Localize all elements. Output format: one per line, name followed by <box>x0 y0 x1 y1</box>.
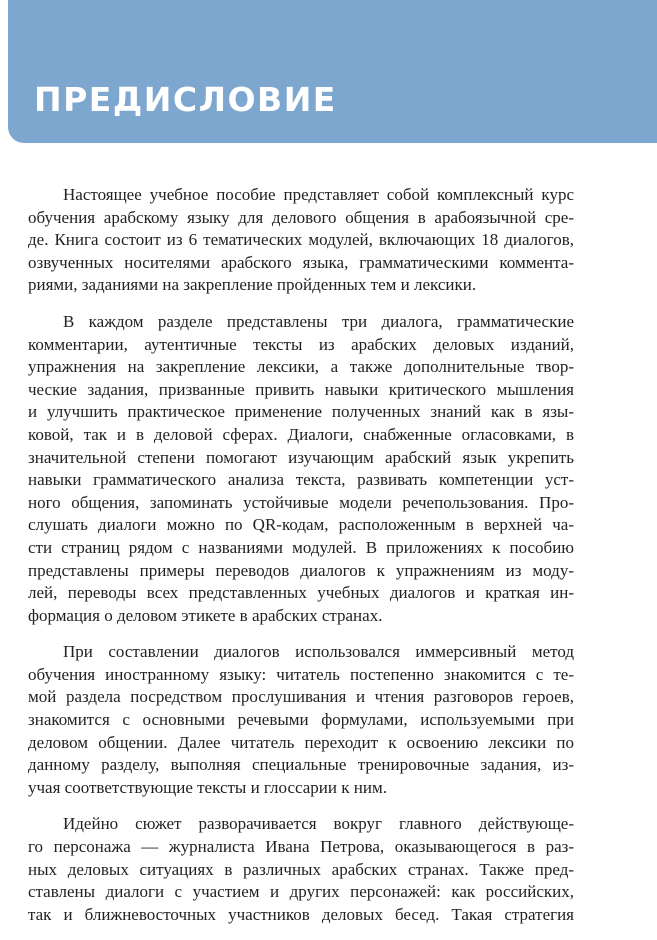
text-line: При составлении диалогов использовался иммерсивный метод <box>63 642 574 662</box>
text-line: данному разделу, выполняя специальные тренировочные задания, из- <box>28 755 574 775</box>
text-line: так и ближневосточных участников деловых бесед. Такая стратегия <box>28 904 574 924</box>
text-line: лей, переводы всех представленных учебных диалогов и краткая ин- <box>28 583 574 603</box>
preface-body <box>28 184 574 940</box>
chapter-title: ПРЕДИСЛОВИЕ <box>34 80 337 119</box>
text-line: ного общения, запоминать устойчивые модели речепользования. Про- <box>28 492 574 512</box>
text-line: обучения арабскому языку для делового общения в арабоязычной сре- <box>28 207 574 227</box>
text-line: мой раздела посредством прослушивания и чтения разговоров героев, <box>28 687 574 707</box>
text-line: деловом общении. Далее читатель переходит к освоению лексики по <box>28 732 574 752</box>
text-line: ческие задания, призванные привить навыки критического мышления <box>28 379 574 399</box>
text-line: и улучшить практическое применение полученных знаний как в язы- <box>28 402 574 422</box>
paragraph-1 <box>28 184 574 297</box>
text-line: слушать диалоги можно по QR-кодам, расположенным в верхней ча- <box>28 515 574 535</box>
paragraph-2 <box>28 311 574 627</box>
text-line: ковой, так и в деловой сферах. Диалоги, снабженные огласовками, в <box>28 424 574 444</box>
text-line: сти страниц рядом с названиями модулей. В приложениях к пособию <box>28 537 574 557</box>
text-line: навыки грамматического анализа текста, развивать компетенции уст- <box>28 470 574 490</box>
text-line: обучения иностранному языку: читатель постепенно знакомится с те- <box>28 664 574 684</box>
text-line: де. Книга состоит из 6 тематических модулей, включающих 18 диалогов, <box>28 230 574 250</box>
text-line: комментарии, аутентичные тексты из арабских деловых изданий, <box>28 334 574 354</box>
text-line: го персонажа — журналиста Ивана Петрова, оказывающегося в раз- <box>28 837 574 857</box>
text-line: значительной степени помогают изучающим арабский язык укрепить <box>28 447 574 467</box>
text-line: учая соответствующие тексты и глоссарии к ним. <box>28 777 387 797</box>
text-line: представлены примеры переводов диалогов к упражнениям из моду- <box>28 560 574 580</box>
text-line: ставлены диалоги с участием и других персонажей: как российских, <box>28 882 574 902</box>
paragraph-4 <box>28 813 574 926</box>
text-line: озвученных носителями арабского языка, грамматическими коммента- <box>28 252 574 272</box>
text-line: В каждом разделе представлены три диалога, грамматические <box>63 311 574 331</box>
text-line: риями, заданиями на закрепление пройденных тем и лексики. <box>28 275 477 295</box>
text-line: Идейно сюжет разворачивается вокруг главного действующе- <box>63 814 574 834</box>
text-line: упражнения на закрепление лексики, а также дополнительные твор- <box>28 357 574 377</box>
text-line: ных деловых ситуациях в различных арабских странах. Также пред- <box>28 859 574 879</box>
text-line: Настоящее учебное пособие представляет собой комплексный курс <box>63 185 574 204</box>
paragraph-3 <box>28 641 574 799</box>
chapter-header-band <box>8 0 657 143</box>
text-line: формация о деловом этикете в арабских странах. <box>28 605 383 625</box>
text-line: знакомится с основными речевыми формулами, используемыми при <box>28 710 574 730</box>
